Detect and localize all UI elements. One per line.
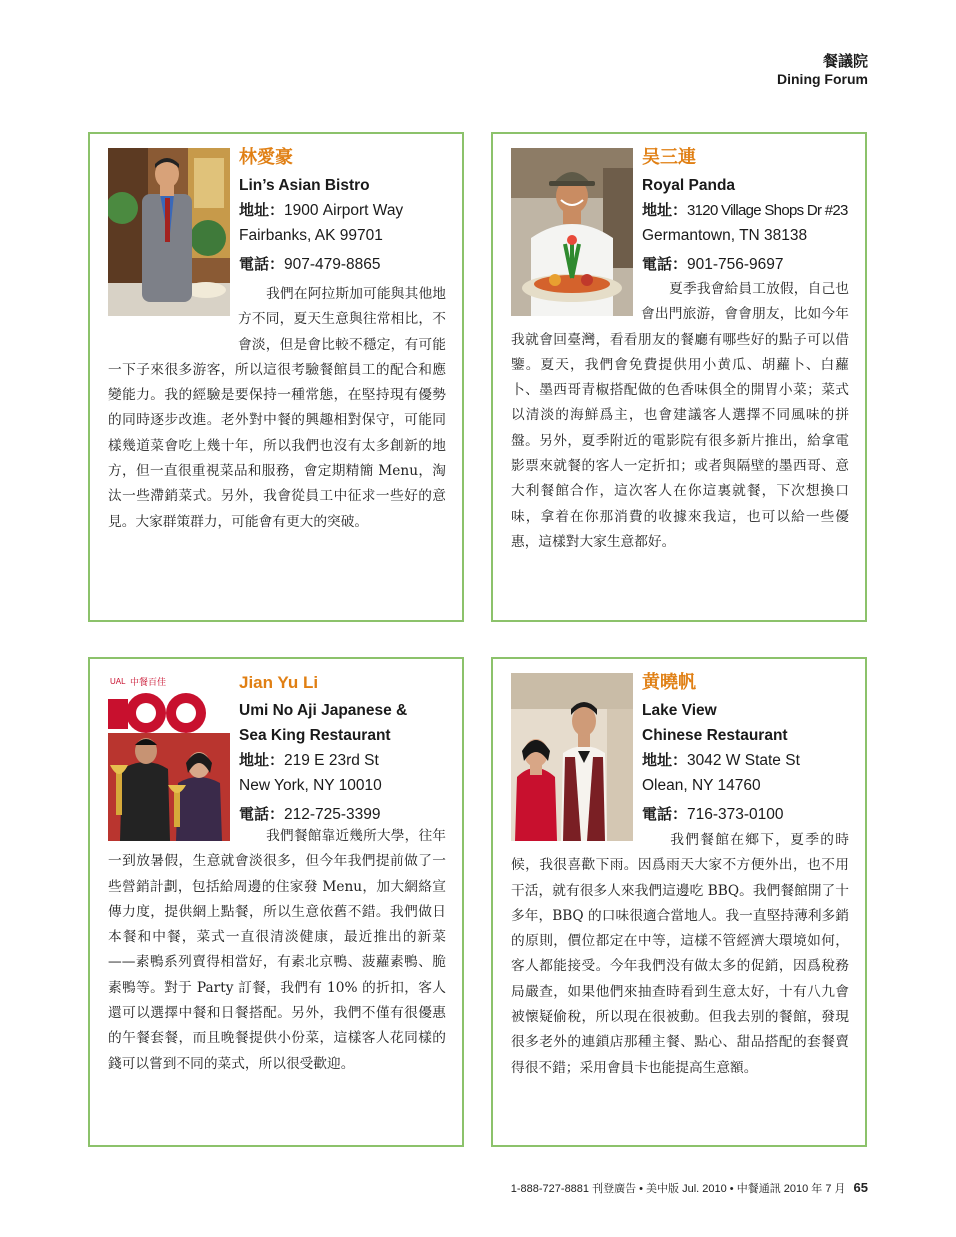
address-label: 地址： — [239, 201, 285, 219]
phone-line — [239, 252, 454, 277]
section-header — [777, 52, 868, 88]
story-text: 我們餐館在鄉下，夏季的時候，我很喜歡下雨。因爲雨天大家不方便外出，也不用干活，就有很多人來我們這邊吃 BBQ。我們餐館開了十多年，BBQ 的口味很適合當地人。我一直堅持薄利多銷的原則，價位都定在中等，這樣不管經濟大環境如何，客人都能接受。今年我們没有做太多的促銷，因爲稅務局嚴查，如果他們來抽查時看到生意太好，十有八九會被懷疑偷稅，所以現在很被動。但我去别的餐館，發現很多老外的連鎖店那種主餐、點心、甜品搭配的套餐賣得很不錯；采用會員卡也能提高生意額。 — [511, 832, 849, 1076]
owner-name: Jian Yu Li — [239, 673, 319, 692]
story-text-block — [511, 277, 849, 555]
profile-card-lin — [88, 132, 464, 622]
photo-sign-text: UAL — [110, 677, 126, 686]
address-label: 地址： — [642, 751, 688, 769]
story-text: 我們餐館靠近幾所大學，往年一到放暑假，生意就會淡很多，但今年我們提前做了一些營銷計劃，包括給周邊的住家發 Menu，加大網絡宣傳力度，提供網上點餐，所以生意依舊不錯。我們做日本餐和中餐，菜式一直很清淡健康，最近推出的新菜——素鴨系列賣得相當好，有素北京鴨、菠蘿素鴨、脆素鴨等。對于 Party 訂餐，我們有 10% 的折扣，客人還可以選擇中餐和日餐搭配。另外，我們不僅有很優惠的午餐套餐，而且晚餐提供小份菜，這樣客人花同樣的錢可以嘗到不同的菜式，所以很受歡迎。 — [108, 828, 446, 1072]
address-label: 地址： — [239, 751, 285, 769]
phone-label: 電話： — [239, 255, 285, 273]
address-line1 — [642, 748, 857, 773]
photo-jian-yu-li — [108, 673, 230, 841]
address-street: 219 E 23rd St — [284, 752, 379, 769]
photo-sign-zh-text: 中餐百佳 — [130, 678, 167, 688]
phone-number: 716-373-0100 — [687, 806, 784, 823]
address-line1 — [642, 198, 857, 223]
address-line2: Olean, NY 14760 — [642, 777, 761, 794]
address-street: 3042 W State St — [687, 752, 800, 769]
owner-name: 林愛豪 — [239, 147, 293, 168]
address-line1 — [239, 748, 454, 773]
restaurant-name: Umi No Aji Japanese & — [239, 702, 408, 719]
owner-name: 黄曉帆 — [642, 672, 696, 693]
restaurant-name: Lin’s Asian Bistro — [239, 177, 370, 194]
profile-card-wu — [491, 132, 867, 622]
phone-line — [642, 802, 857, 827]
section-title-zh: 餐議院 — [822, 52, 868, 70]
phone-number: 901-756-9697 — [687, 256, 784, 273]
section-title-en: Dining Forum — [777, 71, 868, 87]
story-text-block — [511, 828, 849, 1081]
address-line1 — [239, 198, 454, 223]
address-line2: Fairbanks, AK 99701 — [239, 227, 383, 244]
footer-text: 1-888-727-8881 刊登廣告 • 美中版 Jul. 2010 • 中餐通訊 2010 年 7 月 — [510, 1183, 846, 1195]
story-text-block — [108, 282, 446, 535]
profile-card-huang — [491, 657, 867, 1147]
phone-line — [642, 252, 857, 277]
restaurant-name: Lake View — [642, 702, 717, 719]
phone-label: 電話： — [642, 805, 688, 823]
page-number: 65 — [853, 1180, 868, 1195]
phone-number: 907-479-8865 — [284, 256, 381, 273]
owner-name: 吴三連 — [642, 147, 696, 168]
restaurant-name-line2: Sea King Restaurant — [239, 727, 391, 744]
address-line2: Germantown, TN 38138 — [642, 227, 808, 244]
address-street: 1900 Airport Way — [284, 202, 404, 219]
page-footer — [511, 1180, 868, 1196]
contact-info — [642, 671, 857, 827]
address-line2: New York, NY 10010 — [239, 777, 382, 794]
phone-number: 212-725-3399 — [284, 806, 381, 823]
contact-info — [642, 146, 857, 277]
phone-label: 電話： — [642, 255, 688, 273]
contact-info — [239, 671, 454, 827]
story-text-block — [108, 824, 446, 1077]
story-text: 我們在阿拉斯加可能與其他地方不同，夏天生意與往常相比，不會淡，但是會比較不穩定，有可能一下子來很多游客，所以這很考驗餐館員工的配合和應變能力。我的經驗是要保持一種常態，在堅持現有優勢的同時逐步改進。老外對中餐的興趣相對保守，可能同樣幾道菜會吃上幾十年，所以我們也沒有太多創新的地方，但一直很重視菜品和服務，會定期精簡 Menu，淘汰一些滯銷菜式。另外，我會從員工中征求一些好的意見。大家群策群力，可能會有更大的突破。 — [108, 286, 446, 530]
story-text: 夏季我會給員工放假，自己也會出門旅游，會會朋友，比如今年我就會回臺灣，看看朋友的餐廳有哪些好的點子可以借鑒。夏天，我們會免費提供用小黄瓜、胡蘿卜、白蘿卜、墨西哥青椒搭配做的色香味俱全的開胃小菜；菜式以清淡的海鮮爲主，也會建議客人選擇不同風味的拼盤。另外，夏季附近的電影院有很多新片推出，給拿電影票來就餐的客人一定折扣；或者與隔壁的墨西哥、意大利餐館合作，這次客人在你這裏就餐，下次想換口味，拿着在你那消費的收據來我這，也可以給一些優惠，這樣對大家生意都好。 — [511, 281, 849, 550]
restaurant-name: Royal Panda — [642, 177, 736, 194]
contact-info — [239, 146, 454, 277]
profile-card-jian-yu-li — [88, 657, 464, 1147]
phone-label: 電話： — [239, 805, 285, 823]
restaurant-name-line2: Chinese Restaurant — [642, 727, 788, 744]
photo-huang-xiao-fan — [511, 673, 633, 841]
address-street: 3120 Village Shops Dr #23 — [687, 202, 848, 219]
address-label: 地址： — [642, 201, 688, 219]
